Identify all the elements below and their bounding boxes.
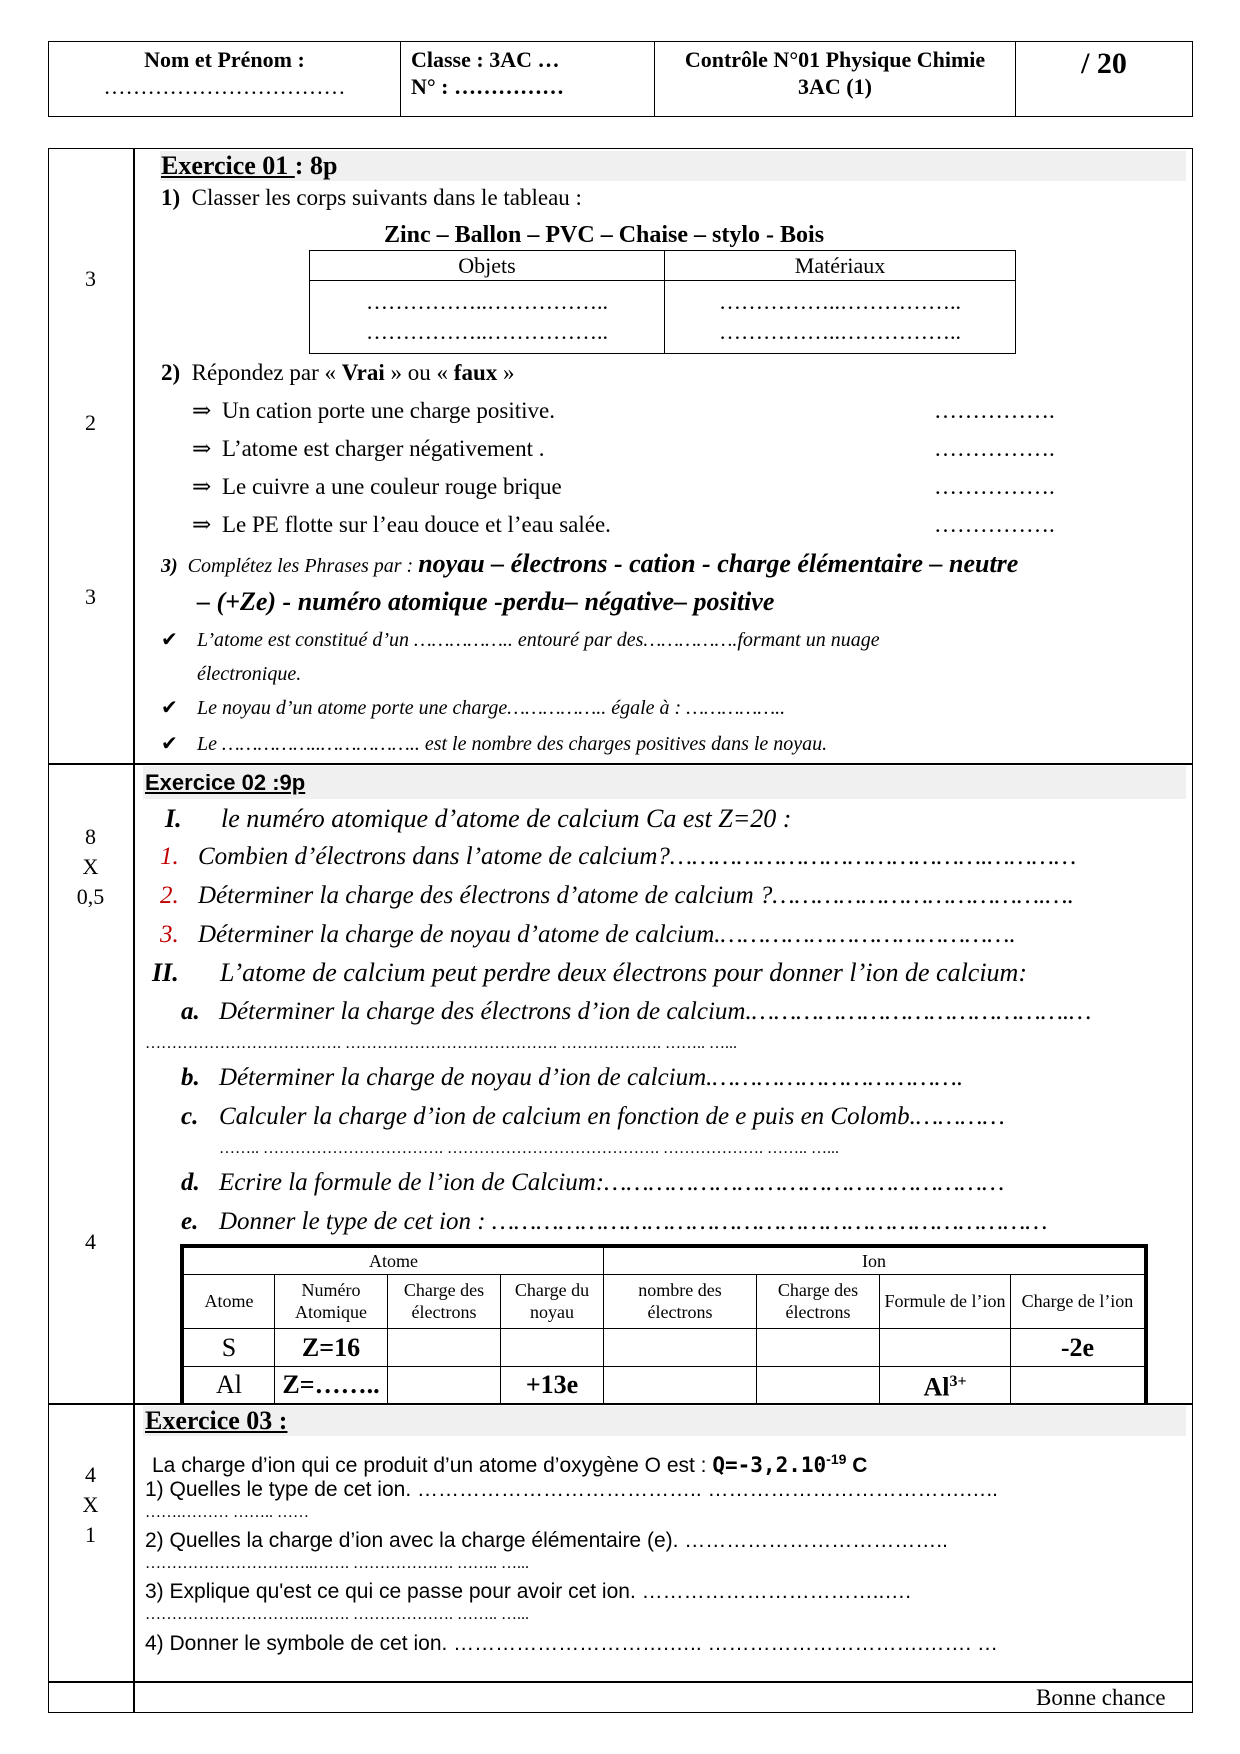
ex3-title: Exercice 03 : <box>145 1406 288 1435</box>
group-atome: Atome <box>182 1246 604 1274</box>
score: / 20 <box>1081 47 1127 80</box>
checkmark-icon: ✔ <box>161 733 178 755</box>
ex2-q1: 1. Combien d’électrons dans l’atome de calcium?…………………………………….………… <box>160 843 1077 870</box>
class-label: Classe : 3AC … <box>411 47 560 72</box>
cell-empty[interactable] <box>757 1328 880 1367</box>
header-table <box>48 41 1193 117</box>
class-cell <box>401 42 655 117</box>
margin-divider <box>133 148 135 1713</box>
ex3-intro: La charge d’ion qui ce produit d’un atome d’oxygène O est : $Q=-3,2.10^{-19}$ C <box>152 1451 868 1477</box>
ex2-qb: b. Déterminer la charge de noyau d’ion de calcium.……………………………. <box>181 1064 964 1091</box>
implies-icon: ⇒ <box>192 436 212 461</box>
cell-z[interactable]: Z=…….. <box>275 1367 388 1404</box>
number-label: N° : …………… <box>411 74 565 99</box>
ex3-q3-dots[interactable]: …………………………..……. ………………. …….. …... <box>145 1606 529 1623</box>
sentence-1-cont: électronique. <box>197 663 302 685</box>
ex2-qd: d. Ecrire la formule de l’ion de Calcium:……………………………………………… <box>181 1169 1005 1196</box>
ex2-title: Exercice 02 :9p <box>145 770 306 795</box>
title-cell <box>655 42 1016 117</box>
group-ion: Ion <box>604 1246 1147 1274</box>
cell-empty[interactable] <box>757 1367 880 1404</box>
col-materiaux: Matériaux <box>665 251 1016 281</box>
cell-z: Z=16 <box>275 1328 388 1367</box>
tf-item-2: ⇒ L’atome est charger négativement . <box>192 436 545 461</box>
ex1-title: Exercice 01 : 8p <box>161 151 338 180</box>
atom-ion-table <box>180 1244 1148 1404</box>
points-ex1-q3: 3 <box>85 584 96 609</box>
hdr-nombre-electrons: nombre des électrons <box>604 1274 757 1328</box>
ex2-qe: e. Donner le type de cet ion : ………………………………………………………………… <box>181 1208 1048 1235</box>
hdr-charge-electrons-ion: Charge des électrons <box>757 1274 880 1328</box>
ex2-qa-dots[interactable]: ………………………………. …………………………………. ………………. …….. …... <box>145 1035 737 1052</box>
tf-item-4: ⇒ Le PE flotte sur l’eau douce et l’eau salée. <box>192 512 611 537</box>
hdr-numero: Numéro Atomique <box>275 1274 388 1328</box>
points-ex3-b: X <box>82 1492 99 1517</box>
footer-divider <box>48 1681 1193 1683</box>
tf-answer-4[interactable]: ……………. <box>934 512 1055 537</box>
ex2-part-I: I. le numéro atomique d’atome de calcium Ca est Z=20 : <box>165 804 792 833</box>
name-label: Nom et Prénom : <box>144 47 305 72</box>
ex3-title-bar <box>143 1406 1186 1436</box>
ex1-q1: 1) Classer les corps suivants dans le tableau : <box>161 185 582 210</box>
cell-empty[interactable] <box>604 1328 757 1367</box>
exam-title: Contrôle N°01 Physique Chimie <box>684 47 986 72</box>
tf-answer-3[interactable]: ……………. <box>934 474 1055 499</box>
materiaux-answer[interactable]: ……………..…………….. ……………..…………….. <box>665 281 1016 354</box>
ex3-q1[interactable]: 1) Quelles le type de cet ion. ………………………………….. ……………………………….….. <box>145 1478 998 1501</box>
implies-icon: ⇒ <box>192 474 212 499</box>
ex2-qa: a. Déterminer la charge des électrons d’ion de calcium.…………………………………….… <box>181 998 1092 1025</box>
ex2-part-II: II. L’atome de calcium peut perdre deux électrons pour donner l’ion de calcium: <box>152 958 1027 987</box>
ex2-q2: 2. Déterminer la charge des électrons d’atome de calcium ?……………………………….…. <box>160 882 1074 909</box>
cell-empty[interactable] <box>501 1328 604 1367</box>
checkmark-icon: ✔ <box>161 629 178 651</box>
tf-item-3: ⇒ Le cuivre a une couleur rouge brique <box>192 474 562 499</box>
points-ex1-q1: 3 <box>85 266 96 291</box>
exam-subtitle: 3AC (1) <box>798 74 872 99</box>
table-row <box>182 1328 1146 1367</box>
cell-formule: $Al^{3+}$ <box>880 1367 1011 1404</box>
ex1-q2: 2) Répondez par « Vrai » ou « faux » <box>161 360 515 385</box>
implies-icon: ⇒ <box>192 512 212 537</box>
ex2-qc-dots[interactable]: …….. ……………………………. …………………………………. ………………. …….. …... <box>219 1140 839 1157</box>
score-cell <box>1016 42 1193 117</box>
points-ex2-c: 0,5 <box>76 884 105 909</box>
col-objets: Objets <box>310 251 665 281</box>
points-ex1-q2: 2 <box>85 410 96 435</box>
points-ex3-c: 1 <box>85 1522 96 1547</box>
ex3-q4[interactable]: 4) Donner le symbole de cet ion. ………………………….….. ………………………….……. … <box>145 1632 999 1655</box>
sentence-3: ✔ Le ……………..…………….. est le nombre des charges positives dans le noyau. <box>161 730 827 758</box>
sentence-1: ✔ L’atome est constitué d’un …………….. entouré par des…………….formant un nuage <box>161 626 880 654</box>
hdr-charge-electrons: Charge des électrons <box>388 1274 501 1328</box>
tf-item-1: ⇒ Un cation porte une charge positive. <box>192 398 555 423</box>
cell-atom-al: Al <box>182 1367 275 1404</box>
cell-empty[interactable] <box>604 1367 757 1404</box>
hdr-formule: Formule de l’ion <box>880 1274 1011 1328</box>
tf-answer-2[interactable]: ……………. <box>934 436 1055 461</box>
cell-empty[interactable] <box>388 1328 501 1367</box>
exercise-divider-1 <box>48 763 1193 765</box>
name-field[interactable]: …………………………… <box>103 74 346 99</box>
footer-good-luck: Bonne chance <box>1036 1685 1166 1710</box>
ex3-q2[interactable]: 2) Quelles la charge d’ion avec la charge élémentaire (e). ……………………………….. <box>145 1529 948 1552</box>
points-ex2-b: X <box>82 854 99 879</box>
name-cell <box>49 42 401 117</box>
ex2-q3: 3. Déterminer la charge de noyau d’atome de calcium.…………………………………. <box>160 921 1016 948</box>
implies-icon: ⇒ <box>192 398 212 423</box>
ex3-q2-dots[interactable]: …………………………..……. ………………. …….. …... <box>145 1555 529 1572</box>
checkmark-icon: ✔ <box>161 697 178 719</box>
points-ex3-a: 4 <box>85 1462 96 1487</box>
table-row <box>182 1367 1146 1404</box>
cell-empty[interactable] <box>880 1328 1011 1367</box>
cell-empty[interactable] <box>1011 1367 1147 1404</box>
ex1-q3: 3) Complétez les Phrases par : noyau – électrons - cation - charge élémentaire – neutre <box>161 549 1019 578</box>
hdr-charge-ion: Charge de l’ion <box>1011 1274 1147 1328</box>
ex1-q1-items: Zinc – Ballon – PVC – Chaise – stylo - Bois <box>384 222 825 248</box>
hdr-atome: Atome <box>182 1274 275 1328</box>
points-ex2-d: 4 <box>85 1229 96 1254</box>
cell-empty[interactable] <box>388 1367 501 1404</box>
classification-table <box>309 250 1016 354</box>
sentence-2: ✔ Le noyau d’un atome porte une charge…………….. égale à : …………….. <box>161 694 785 722</box>
ex3-q3[interactable]: 3) Explique qu'est ce qui ce passe pour avoir cet ion. ……………………………..…. <box>145 1580 912 1603</box>
cell-charge-noyau: +13e <box>501 1367 604 1404</box>
ex2-qc: c. Calculer la charge d’ion de calcium en fonction de e puis en Colomb.………… <box>181 1103 1005 1130</box>
tf-answer-1[interactable]: ……………. <box>934 398 1055 423</box>
points-ex2-a: 8 <box>85 824 96 849</box>
ex1-q3-words-2: – (+Ze) - numéro atomique -perdu– négative– positive <box>197 587 775 616</box>
objets-answer[interactable]: ……………..…………….. ……………..…………….. <box>310 281 665 354</box>
cell-charge-ion: -2e <box>1011 1328 1147 1367</box>
ex3-q1-dots[interactable]: …….……… …….. …… <box>145 1504 309 1521</box>
cell-atom-s: S <box>182 1328 275 1367</box>
hdr-charge-noyau: Charge du noyau <box>501 1274 604 1328</box>
